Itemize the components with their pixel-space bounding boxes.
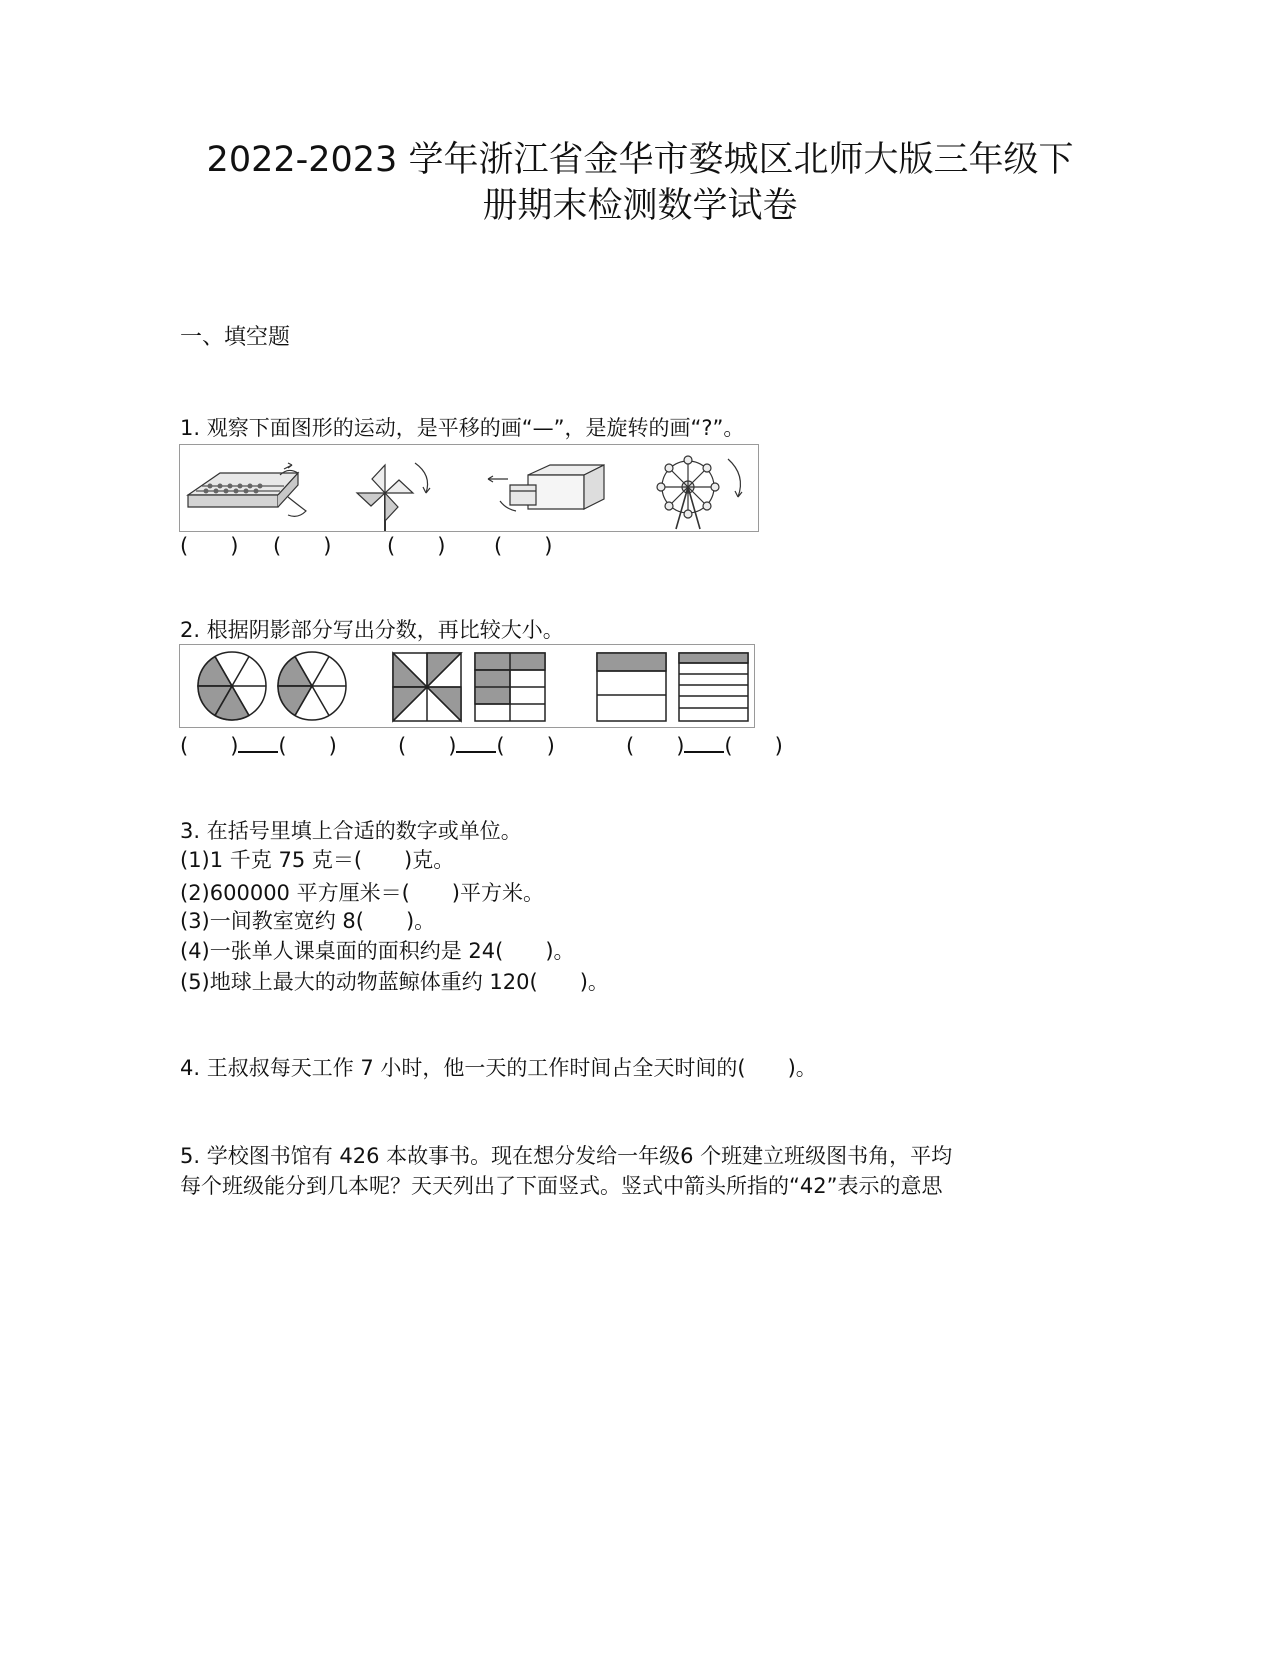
q2-pair-1-right[interactable]: ( ) xyxy=(278,734,337,758)
q3-item-2: (2)600000 平方厘米＝( )平方米。 xyxy=(180,881,544,905)
q2-figure-panel xyxy=(179,644,755,728)
q3-item-4: (4)一张单人课桌面的面积约是 24( )。 xyxy=(180,939,575,963)
q1-answer-4[interactable]: ( ) xyxy=(494,534,553,558)
q2-pair-2 xyxy=(398,732,555,760)
section-heading: 一、填空题 xyxy=(180,325,291,350)
q2-pair-3 xyxy=(626,732,783,760)
q1-answer-3[interactable]: ( ) xyxy=(387,534,446,558)
q2-pair-1 xyxy=(180,732,337,760)
question-5-line2: 每个班级能分到几本呢？天天列出了下面竖式。竖式中箭头所指的“42”表示的意思 xyxy=(180,1174,943,1198)
q2-pair-2-left[interactable]: ( ) xyxy=(398,734,457,758)
q3-item-1: (1)1 千克 75 克＝( )克。 xyxy=(180,848,455,872)
circle-fraction-2 xyxy=(278,652,346,720)
question-2-text: 2. 根据阴影部分写出分数，再比较大小。 xyxy=(180,618,564,642)
circle-fraction-1 xyxy=(198,652,266,720)
q2-compare-blank-3[interactable] xyxy=(684,733,724,753)
strip-fraction-2 xyxy=(679,653,748,721)
q2-pair-3-right[interactable]: ( ) xyxy=(724,734,783,758)
abacus-slide-icon xyxy=(188,463,306,516)
q2-compare-blank-2[interactable] xyxy=(456,733,496,753)
question-5-line1: 5. 学校图书馆有 426 本故事书。现在想分发给一年级6 个班建立班级图书角，平均 xyxy=(180,1144,953,1168)
question-3-text: 3. 在括号里填上合适的数字或单位。 xyxy=(180,819,522,843)
q2-compare-blank-1[interactable] xyxy=(238,733,278,753)
pinwheel-icon xyxy=(357,463,430,531)
question-4-text: 4. 王叔叔每天工作 7 小时，他一天的工作时间占全天时间的( )。 xyxy=(180,1056,817,1080)
q1-answer-1[interactable]: ( ) xyxy=(180,534,239,558)
q2-pair-1-left[interactable]: ( ) xyxy=(180,734,239,758)
page-title-line2: 册期末检测数学试卷 xyxy=(482,186,798,226)
question-1-text: 1. 观察下面图形的运动，是平移的画“—”，是旋转的画“?”。 xyxy=(180,416,745,440)
ferris-wheel-icon xyxy=(657,456,742,529)
drawer-box-icon xyxy=(488,465,604,511)
grid-fraction-1 xyxy=(475,653,545,721)
q3-item-5: (5)地球上最大的动物蓝鲸体重约 120( )。 xyxy=(180,970,609,994)
q2-pair-2-right[interactable]: ( ) xyxy=(496,734,555,758)
strip-fraction-1 xyxy=(597,653,666,721)
q2-pair-3-left[interactable]: ( ) xyxy=(626,734,685,758)
page-title-line1: 2022-2023 学年浙江省金华市婺城区北师大版三年级下 xyxy=(206,140,1074,180)
q1-answer-2[interactable]: ( ) xyxy=(273,534,332,558)
q3-item-3: (3)一间教室宽约 8( )。 xyxy=(180,909,436,933)
square-fraction-1 xyxy=(393,653,461,721)
q1-figure-panel xyxy=(179,444,759,532)
